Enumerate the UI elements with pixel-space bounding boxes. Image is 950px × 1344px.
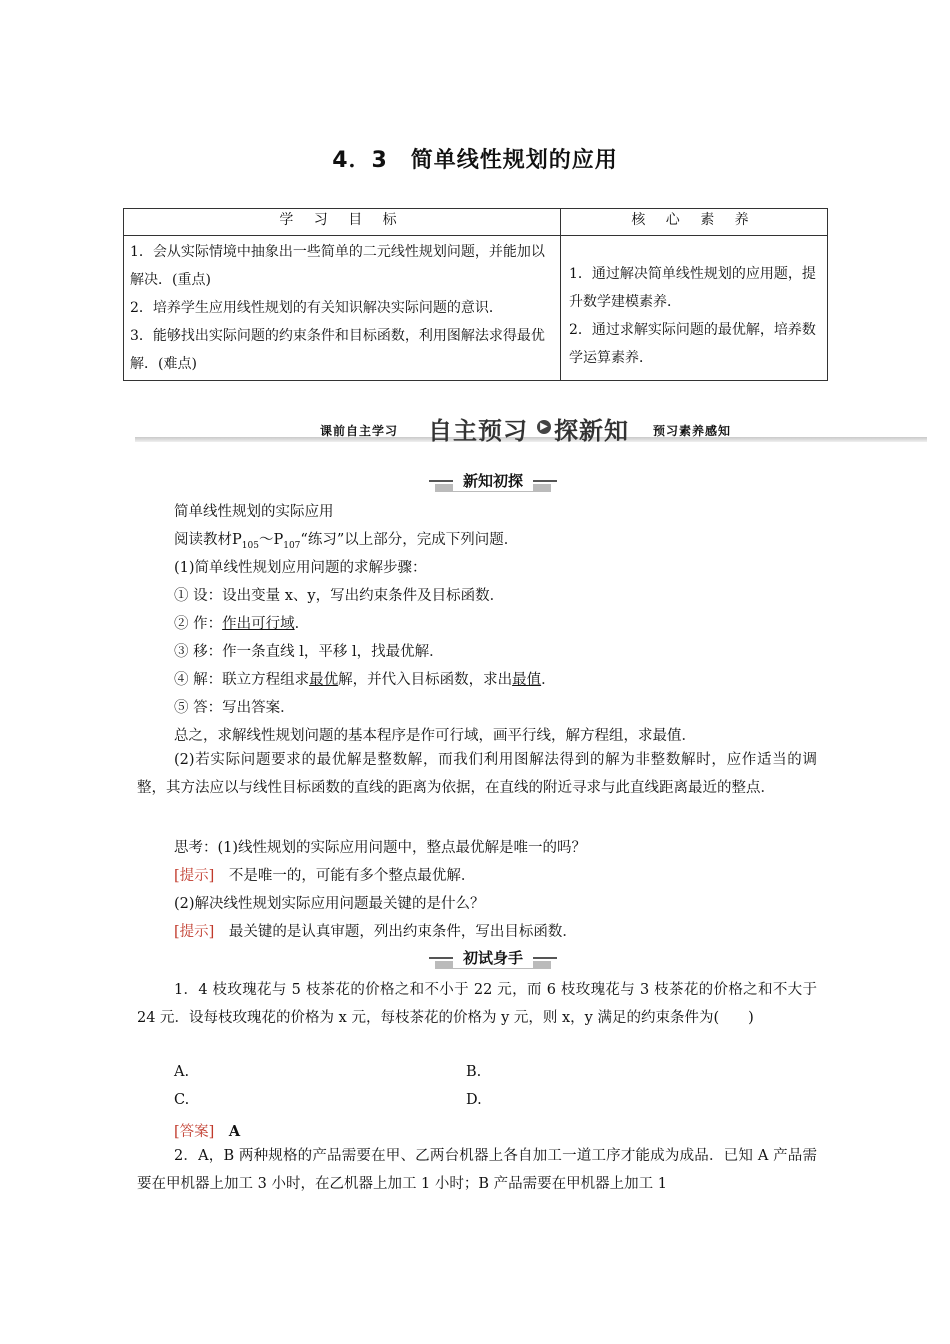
hint-label: [提示] xyxy=(174,924,215,940)
fill-in-answer: 最优 xyxy=(309,672,339,688)
step-line: ③ 移：作一条直线 l，平移 l，找最优解． xyxy=(174,644,444,660)
literacy-header: 核 心 素 养 xyxy=(561,209,828,236)
reading-line: 阅读教材$P_{105}\sim P_{107}“$练习”以上部分，完成下列问题． xyxy=(174,532,519,551)
arrow-icon: ▶ xyxy=(537,420,551,434)
section-heading-new-knowledge: 新知初探 xyxy=(429,471,557,493)
literacy-cell xyxy=(561,236,828,381)
banner-right-label: 预习素养感知 xyxy=(653,424,732,438)
learning-goals-table xyxy=(123,208,828,381)
fill-in-answer: 作出可行域 xyxy=(222,616,295,632)
answer-line: [答案] A xyxy=(174,1123,241,1140)
goal-item: 3．能够找出实际问题的约束条件和目标函数，利用图解法求得最优解．(难点) xyxy=(130,328,545,372)
fill-in-answer: 最值 xyxy=(512,672,542,688)
hint-line: [提示] 不是唯一的，可能有多个整点最优解． xyxy=(174,868,476,884)
step-line: ⑤ 答：写出答案． xyxy=(174,700,295,716)
banner-title-left: 自主预习 xyxy=(428,417,528,445)
option-b: B. xyxy=(466,1064,482,1080)
section-banner xyxy=(135,410,927,450)
think-line: (2)解决线性规划实际应用问题最关键的是什么？ xyxy=(174,896,485,912)
literacy-item: 2．通过求解实际问题的最优解，培养数学运算素养． xyxy=(569,322,816,366)
topic-line: 简单线性规划的实际应用 xyxy=(174,504,334,520)
literacy-item: 1．通过解决简单线性规划的应用题，提升数学建模素养． xyxy=(569,266,816,310)
section-heading-first-try: 初试身手 xyxy=(429,948,557,970)
step-line: ④ 解：联立方程组求最优解，并代入目标函数，求出最值． xyxy=(174,672,556,688)
goals-header: 学 习 目 标 xyxy=(124,209,561,236)
page-title: 4．3 简单线性规划的应用 xyxy=(332,148,618,173)
hint-line: [提示] 最关键的是认真审题，列出约束条件，写出目标函数． xyxy=(174,924,577,940)
goals-cell xyxy=(124,236,561,381)
step-line: ② 作：作出可行域． xyxy=(174,616,310,632)
think-line: 思考：(1)线性规划的实际应用问题中，整点最优解是唯一的吗？ xyxy=(174,840,587,856)
question-line: (1)简单线性规划应用问题的求解步骤： xyxy=(174,560,427,576)
summary-line: 总之，求解线性规划问题的基本程序是作可行域，画平行线，解方程组，求最值． xyxy=(174,728,696,744)
hint-label: [提示] xyxy=(174,868,215,884)
goal-item: 1．会从实际情境中抽象出一些简单的二元线性规划问题，并能加以解决．(重点) xyxy=(130,244,545,288)
banner-left-label: 课前自主学习 xyxy=(320,424,399,438)
banner-title-right: 探新知 xyxy=(554,417,629,445)
banner-bar xyxy=(135,437,927,442)
answer-label: [答案] xyxy=(174,1124,215,1140)
option-c: C. xyxy=(174,1092,190,1108)
problem-text: 2．A，B 两种规格的产品需要在甲、乙两台机器上各自加工一道工序才能成为成品．已知 A 产品需要在甲机器上加工 3 小时，在乙机器上加工 1 小时；B 产品需要在甲机器上加工 1 xyxy=(137,1148,817,1192)
option-a: A. xyxy=(174,1064,190,1080)
problem-text: 1．4 枝玫瑰花与 5 枝茶花的价格之和不小于 22 元，而 6 枝玫瑰花与 3 枝茶花的价格之和不大于 24 元．设每枝玫瑰花的价格为 x 元，每枝茶花的价格为 y 元，则 x，y 满足的约束条件为( ) xyxy=(137,982,817,1026)
paragraph: (2)若实际问题要求的最优解是整数解，而我们利用图解法得到的解为非整数解时，应作适当的调整，其方法应以与线性目标函数的直线的距离为依据，在直线的附近寻求与此直线距离最近的整点． xyxy=(137,752,817,796)
step-line: ① 设：设出变量 x、y，写出约束条件及目标函数． xyxy=(174,588,505,604)
goal-item: 2．培养学生应用线性规划的有关知识解决实际问题的意识． xyxy=(130,300,503,316)
option-d: D. xyxy=(466,1092,482,1108)
